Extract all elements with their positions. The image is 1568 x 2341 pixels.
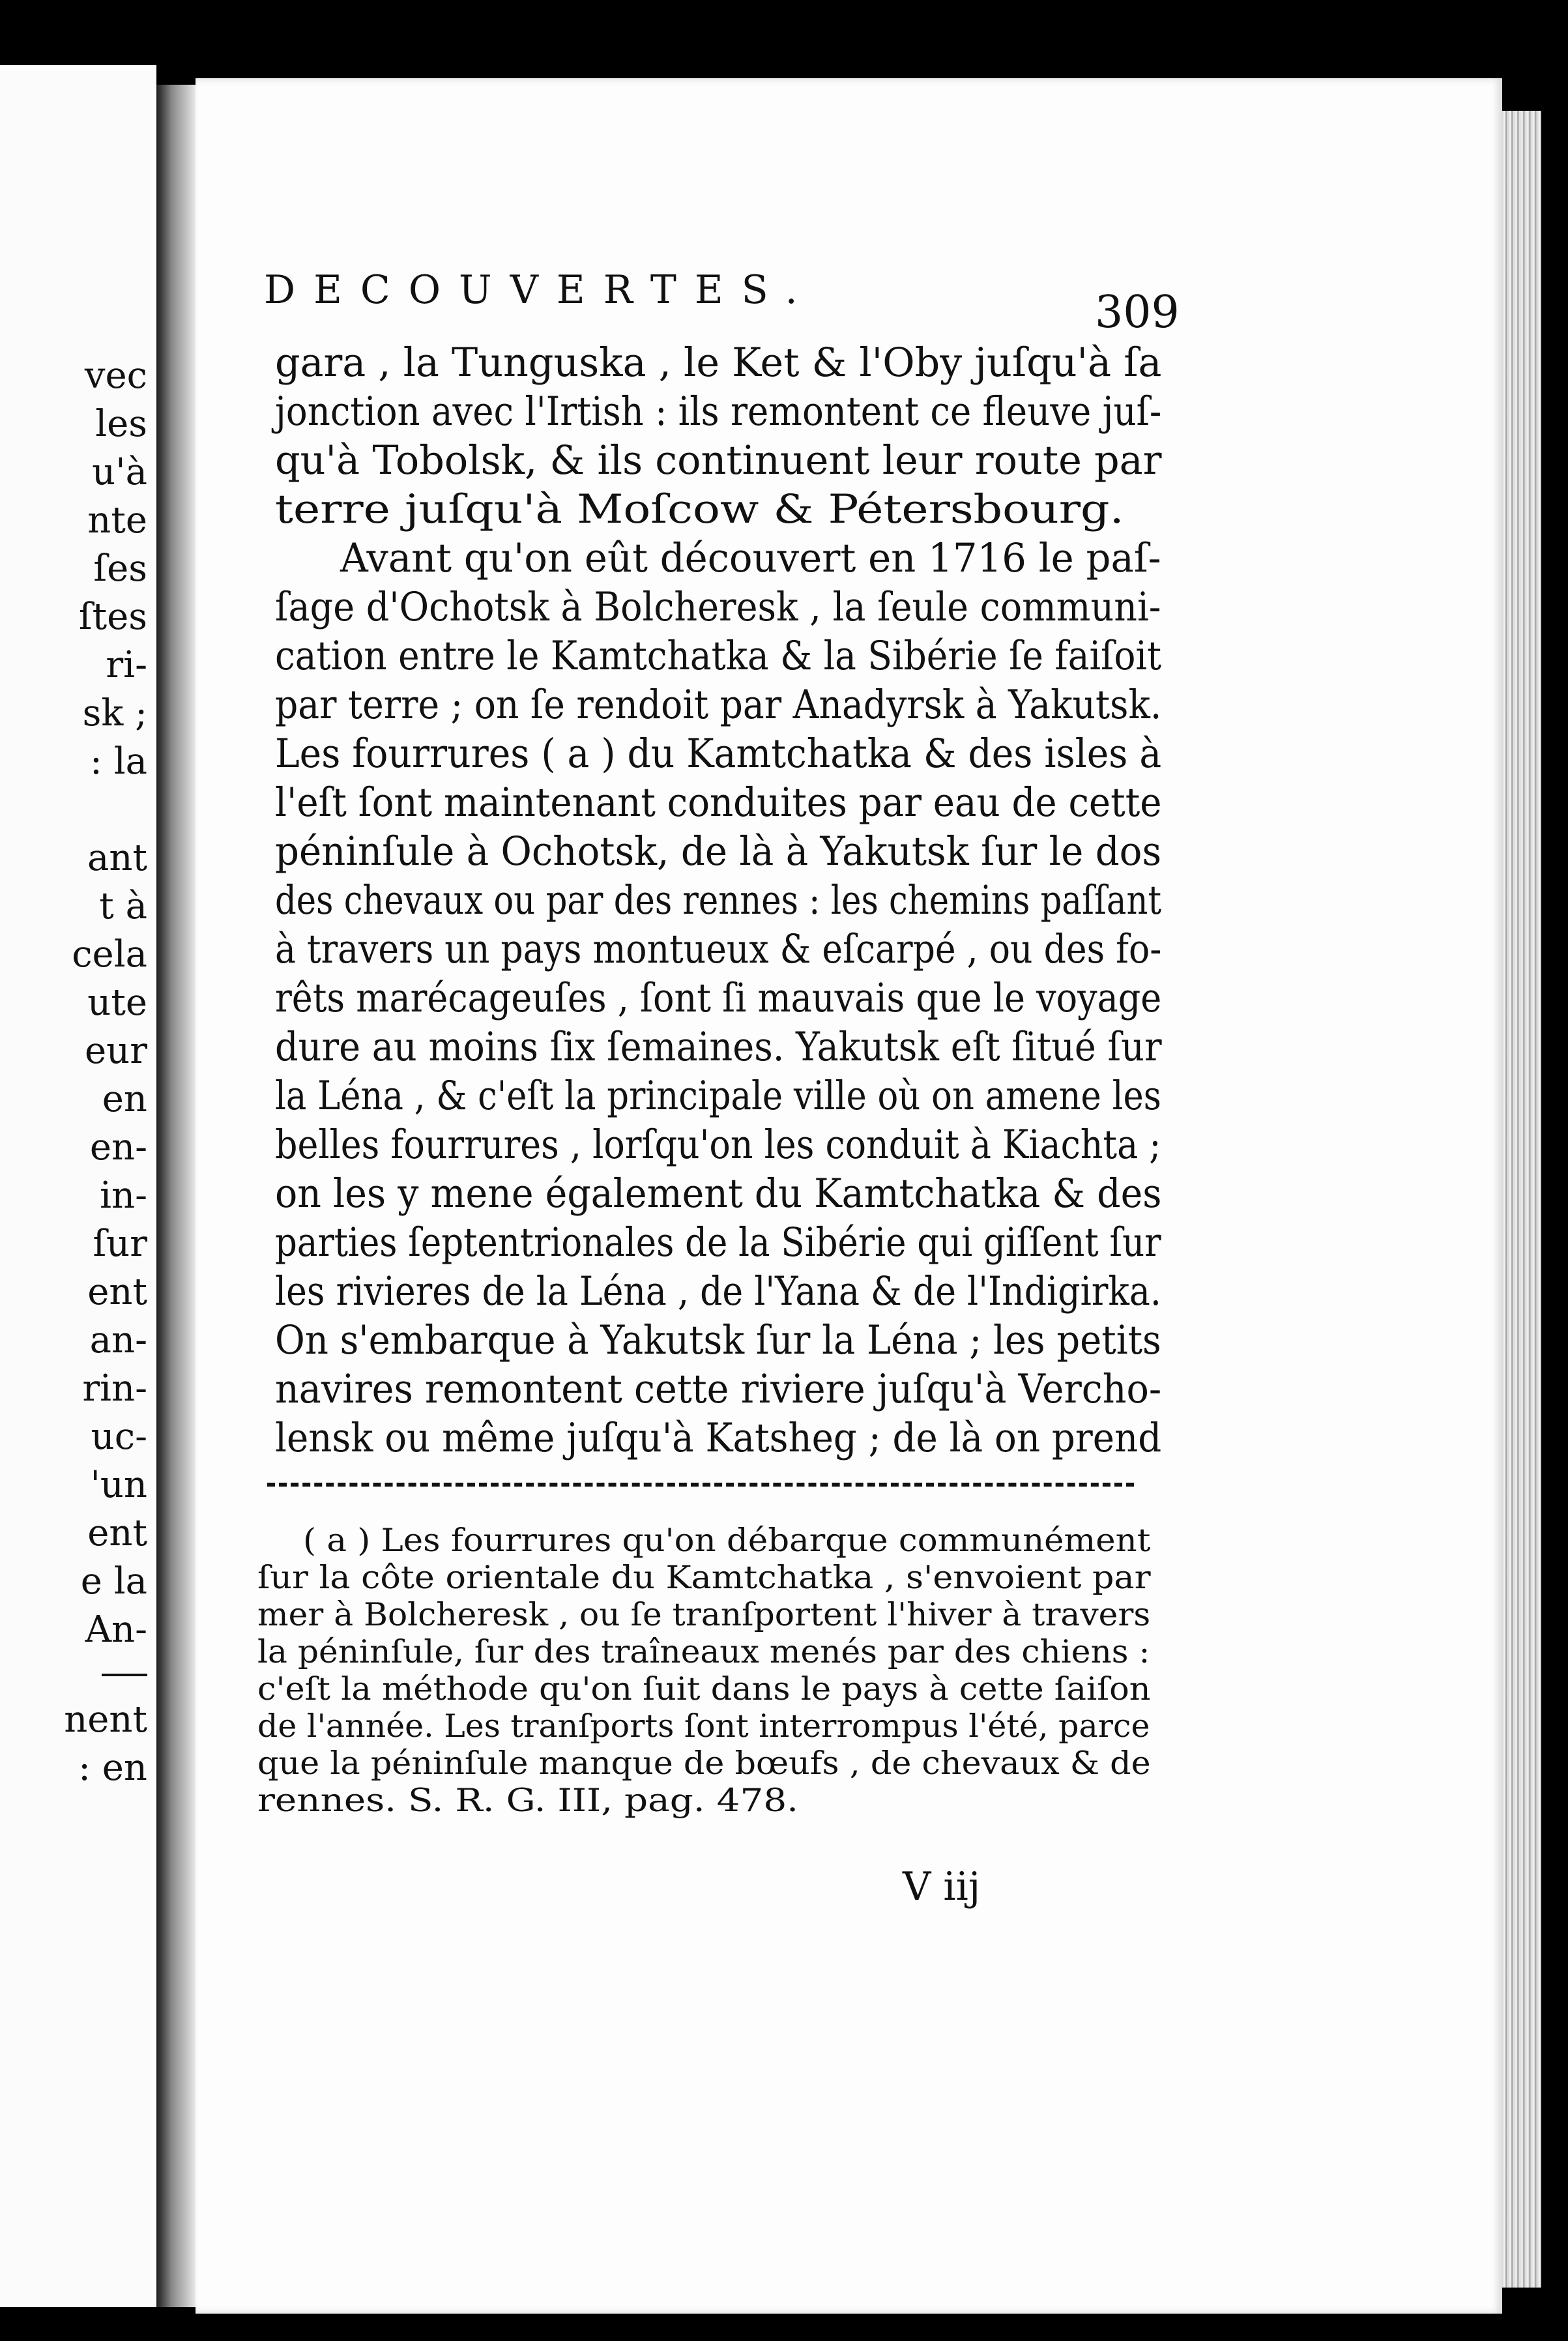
- body-line: on les y mene également du Kamtchatka & des: [275, 1171, 1162, 1217]
- left-line: ſur: [93, 1223, 147, 1265]
- footnote-line: ſur la côte orientale du Kamtchatka , s'envoient par: [257, 1559, 1151, 1596]
- left-line: sk ;: [82, 692, 147, 734]
- left-line: 'un: [90, 1464, 147, 1506]
- left-line: ute: [87, 981, 147, 1024]
- body-line: parties ſeptentrionales de la Sibérie qui giſſent ſur: [275, 1220, 1161, 1266]
- footnote-line: ( a ) Les fourrures qu'on débarque communément: [303, 1522, 1151, 1559]
- body-line: gara , la Tunguska , le Ket & l'Oby juſqu'à ſa: [275, 340, 1162, 386]
- body-line: cation entre le Kamtchatka & la Sibérie ſe faiſoit: [275, 633, 1162, 679]
- left-line: les: [95, 403, 147, 445]
- left-line: e la: [80, 1560, 147, 1603]
- left-line: ent: [87, 1512, 147, 1554]
- page-edges: [1502, 111, 1541, 2288]
- body-line: rêts marécageuſes , ſont ſi mauvais que le voyage: [275, 976, 1162, 1021]
- body-line: par terre ; on ſe rendoit par Anadyrsk à Yakutsk.: [275, 682, 1162, 728]
- left-line: ſtes: [78, 596, 147, 638]
- body-line: péninſule à Ochotsk, de là à Yakutsk ſur le dos: [275, 829, 1162, 875]
- body-line: ſage d'Ochotsk à Bolcheresk , la ſeule communi-: [275, 585, 1161, 630]
- body-line: qu'à Tobolsk, & ils continuent leur route par: [275, 438, 1162, 484]
- body-line: la Léna , & c'eſt la principale ville où on amene les: [275, 1073, 1161, 1119]
- body-text: [275, 339, 1161, 1463]
- body-line: les rivieres de la Léna , de l'Yana & de l'Indigirka.: [275, 1269, 1161, 1315]
- body-line: Les fourrures ( a ) du Kamtchatka & des isles à: [275, 731, 1162, 777]
- footnote: [257, 1522, 1157, 1819]
- left-line: en: [102, 1078, 147, 1120]
- left-page-fragment: [0, 65, 156, 2307]
- left-line: vec: [84, 355, 147, 397]
- body-line: dure au moins ſix ſemaines. Yakutsk eſt ſitué ſur: [275, 1025, 1162, 1070]
- left-line: ant: [87, 837, 147, 879]
- footnote-rule: [267, 1483, 1134, 1487]
- signature-mark: V iij: [903, 1864, 981, 1910]
- body-line: navires remontent cette riviere juſqu'à Vercho-: [275, 1367, 1162, 1412]
- left-line: en-: [89, 1126, 147, 1169]
- body-line: terre juſqu'à Moſcow & Pétersbourg.: [275, 487, 1124, 532]
- running-header: DECOUVERTES.: [264, 267, 816, 313]
- left-line: an-: [89, 1319, 147, 1361]
- left-page-text: [0, 352, 156, 1792]
- left-line: t à: [99, 885, 147, 927]
- left-line: nent: [64, 1698, 147, 1741]
- left-line: cela: [72, 933, 147, 976]
- body-line: Avant qu'on eût découvert en 1716 le paſ-: [340, 536, 1161, 581]
- page-number: 309: [1095, 287, 1180, 338]
- left-line: An-: [85, 1608, 147, 1651]
- body-line: l'eſt ſont maintenant conduites par eau de cette: [275, 780, 1162, 826]
- left-line: u'à: [92, 451, 147, 493]
- left-line: : la: [90, 740, 147, 783]
- left-line: rin-: [82, 1367, 147, 1410]
- book-gutter: [156, 85, 196, 2307]
- footnote-line: mer à Bolcheresk , ou ſe tranſportent l'hiver à travers: [257, 1596, 1151, 1633]
- left-line: uc-: [91, 1416, 147, 1458]
- footnote-line: la péninſule, ſur des traîneaux menés par des chiens :: [257, 1633, 1150, 1670]
- body-line: lensk ou même juſqu'à Katsheg ; de là on prend: [275, 1416, 1162, 1461]
- left-line: ſes: [93, 547, 147, 590]
- footnote-line: rennes. S. R. G. III, pag. 478.: [257, 1782, 799, 1819]
- left-line: ri-: [106, 644, 147, 686]
- footnote-line: que la péninſule manque de bœufs , de chevaux & de: [257, 1745, 1151, 1782]
- left-line: [0, 786, 156, 834]
- left-line: nte: [87, 499, 147, 542]
- footnote-line: c'eſt la méthode qu'on ſuit dans le pays à cette ſaiſon: [257, 1670, 1151, 1708]
- left-line: eur: [85, 1030, 147, 1072]
- left-line: ent: [87, 1271, 147, 1313]
- body-line: jonction avec l'Irtish : ils remontent ce fleuve juſ-: [275, 389, 1162, 435]
- footnote-line: de l'année. Les tranſports ſont interrompus l'été, parce: [257, 1708, 1150, 1745]
- left-line: : en: [78, 1747, 147, 1789]
- body-line: des chevaux ou par des rennes : les chemins paſſant: [275, 878, 1162, 923]
- left-line: in-: [100, 1174, 147, 1217]
- left-footnote-rule: [102, 1674, 147, 1676]
- body-line: à travers un pays montueux & eſcarpé , ou des fo-: [275, 927, 1162, 972]
- body-line: belles fourrures , lorſqu'on les conduit à Kiachta ;: [275, 1122, 1161, 1168]
- body-line: On s'embarque à Yakutsk ſur la Léna ; les petits: [275, 1318, 1161, 1363]
